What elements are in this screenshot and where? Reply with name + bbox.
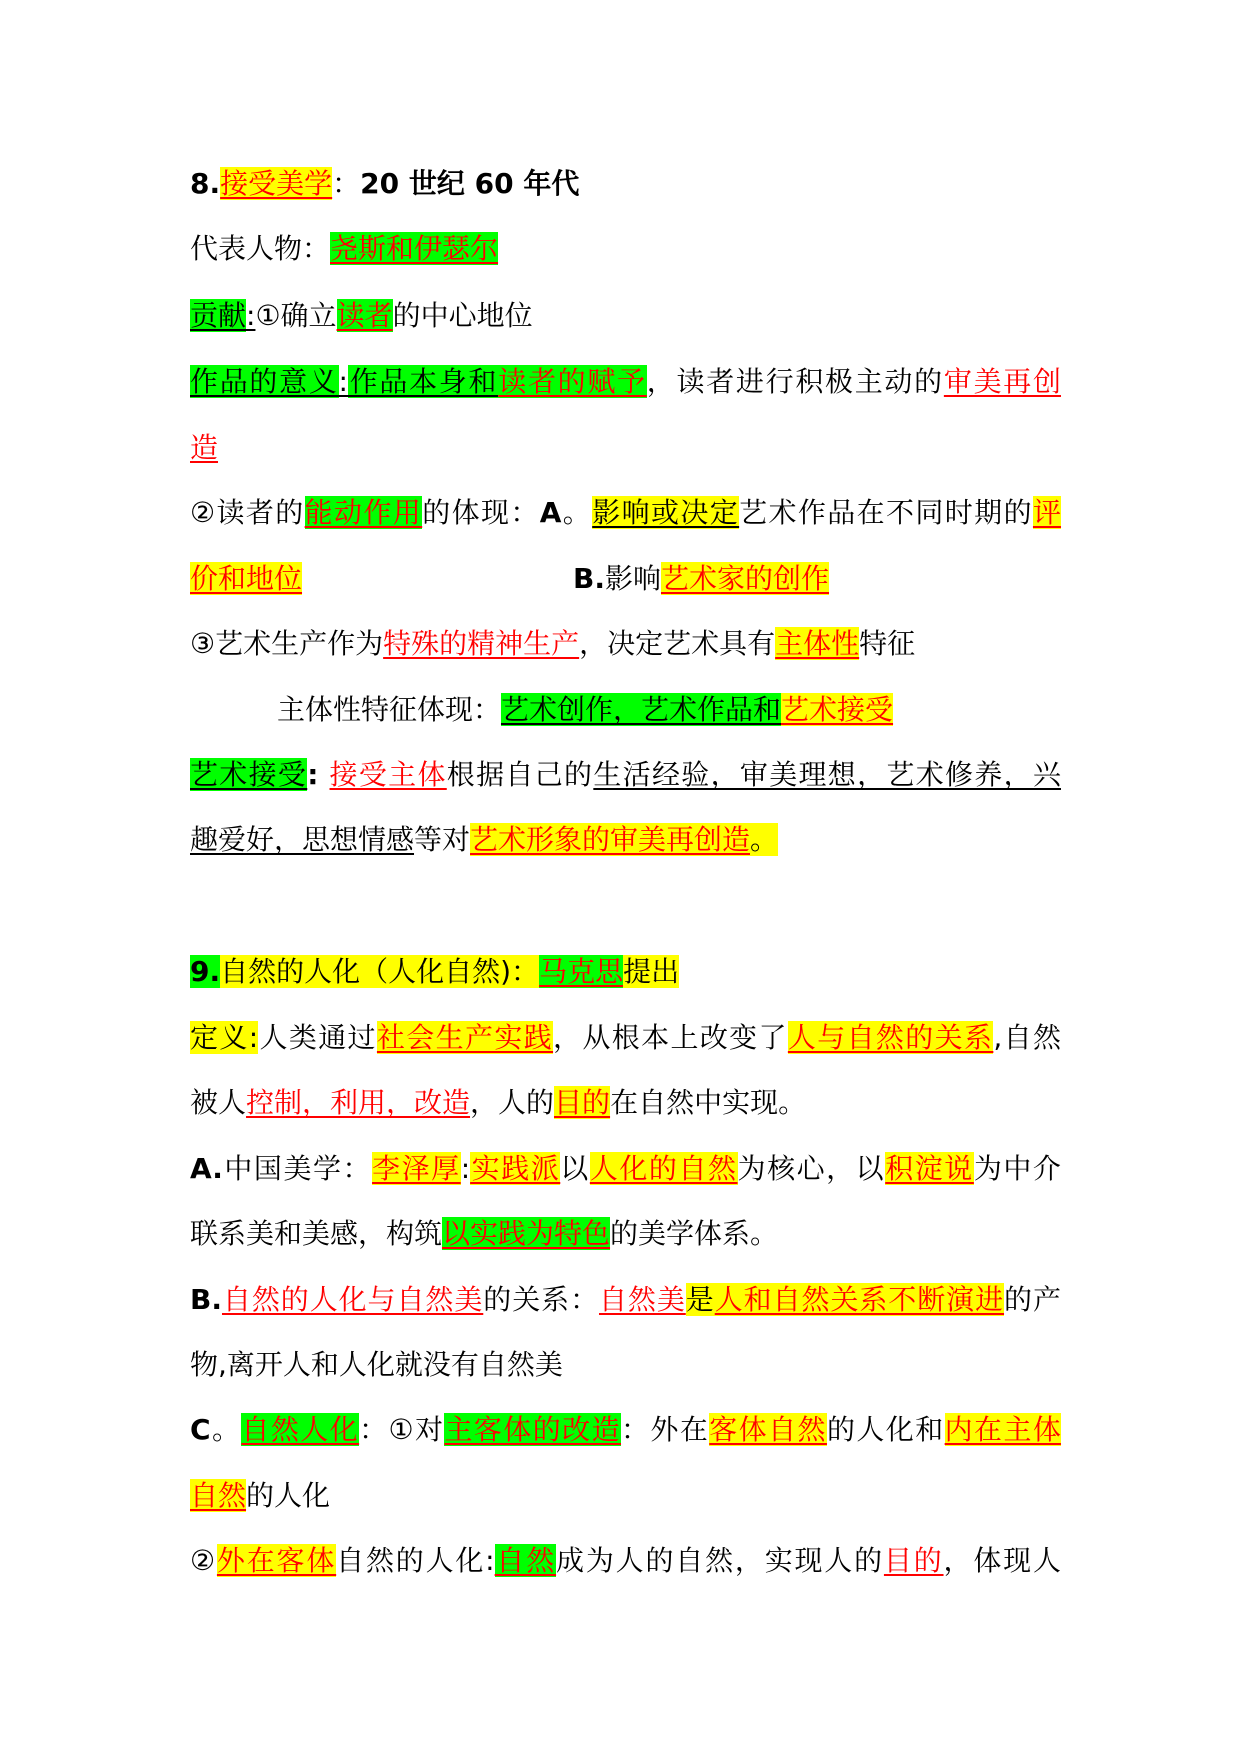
- text-run: 特征: [859, 627, 916, 660]
- text-run: 物,离开人和人化就没有自然美: [190, 1348, 563, 1381]
- term-subject-object-transform: 主客体的改造: [444, 1413, 621, 1446]
- label-contribution: 贡献: [190, 299, 247, 332]
- term-subjectivity: 主体性: [775, 627, 860, 660]
- text-run: 艺术作品在不同时期的: [739, 496, 1033, 529]
- s8-active-role-cont: [190, 559, 1061, 599]
- text-run: 的体现：: [422, 496, 540, 529]
- text-run: ,自然: [993, 1021, 1061, 1054]
- text-run: 人类通过: [258, 1021, 377, 1054]
- text-run: 被人: [190, 1086, 247, 1119]
- text-run: 。: [210, 1413, 242, 1446]
- text-run: 以: [560, 1152, 590, 1185]
- section-number: 8.: [190, 167, 221, 200]
- s9-item-a: [190, 1149, 1061, 1189]
- text-run: ，从根本上改变了: [553, 1021, 788, 1054]
- term-evolving-relation: 人和自然关系不断演进: [714, 1283, 1005, 1316]
- text-run: ②读者的: [190, 496, 305, 529]
- heading-suffix: 提出: [623, 955, 680, 988]
- s8-contribution: [190, 296, 533, 336]
- text-run: 的美学体系。: [610, 1217, 779, 1250]
- term-practice-feature: 以实践为特色: [442, 1217, 611, 1250]
- text-run: 主体性特征体现：: [277, 693, 502, 726]
- s8-work-meaning-cont: [190, 428, 218, 468]
- term-humanized-nature: 人化的自然: [589, 1152, 738, 1185]
- item-a-marker: A.: [190, 1152, 223, 1185]
- s9-item-b: [190, 1280, 1061, 1320]
- text-run: ，人的: [470, 1086, 555, 1119]
- s8-art-reception-def: [190, 755, 1061, 795]
- term-reader-endowment: 读者的赋予: [498, 365, 647, 398]
- text-run: ①确立: [255, 299, 337, 332]
- s9-definition-cont: [190, 1083, 806, 1123]
- term-jauss-iser: 尧斯和伊瑟尔: [330, 232, 499, 265]
- text-run: 根据自己的: [446, 758, 594, 791]
- period-mark: 。: [750, 823, 779, 856]
- term-purpose: 目的: [883, 1544, 944, 1577]
- text-run: 的产: [1004, 1283, 1061, 1316]
- term-image-recreation: 艺术形象的审美再创造: [470, 823, 751, 856]
- text-run: 的人化: [246, 1479, 331, 1512]
- item-c-marker: C: [190, 1413, 211, 1446]
- term-inner-subject-end: 自然: [190, 1479, 247, 1512]
- s9-item-c2: [190, 1541, 1061, 1581]
- term-practice-school: 实践派: [470, 1152, 561, 1185]
- term-social-practice: 社会生产实践: [376, 1021, 554, 1054]
- text-run: 在自然中实现。: [610, 1086, 807, 1119]
- text-run: 影响: [604, 562, 661, 595]
- list-marker: ②: [190, 1544, 217, 1577]
- label-definition: 定义:: [190, 1021, 259, 1054]
- text-run: 联系美和美感，构筑: [190, 1217, 443, 1250]
- text-run: 自然的人化:: [336, 1544, 495, 1577]
- term-li-zehou: 李泽厚: [372, 1152, 461, 1185]
- term-sedimentation: 积淀说: [885, 1152, 974, 1185]
- term-evaluation-start: 评: [1032, 496, 1061, 529]
- term-reader: 读者: [336, 299, 393, 332]
- section-number: 9.: [190, 955, 221, 988]
- text-run: 的中心地位: [392, 299, 533, 332]
- underlined-phrase: 趣爱好，思想情感: [190, 823, 415, 856]
- term-external-object: 外在客体: [216, 1544, 337, 1577]
- term-active-role: 能动作用: [304, 496, 423, 529]
- s9-heading: [190, 952, 679, 992]
- label-art-reception: 艺术接受: [190, 758, 308, 791]
- term-nature-humanization: 自然人化: [241, 1413, 360, 1446]
- text-run: 为中介: [973, 1152, 1061, 1185]
- term-spiritual-production: 特殊的精神生产: [383, 627, 580, 660]
- highlighted-phrase: 艺术创作，艺术作品和: [501, 693, 782, 726]
- term-aesthetic-recreation: 审美再创: [943, 365, 1061, 398]
- text-run: 成为人的自然，实现人的: [556, 1544, 884, 1577]
- term-aesthetic-recreation-end: 造: [190, 431, 219, 464]
- term-nature: 自然: [494, 1544, 557, 1577]
- s8-active-role: [190, 493, 1061, 533]
- colon: :: [338, 365, 348, 398]
- s9-item-c: [190, 1410, 1061, 1450]
- term-human-nature-relation: 人与自然的关系: [787, 1021, 994, 1054]
- term-object-nature: 客体自然: [709, 1413, 827, 1446]
- term-art-reception: 艺术接受: [781, 693, 894, 726]
- term-natural-beauty: 自然美: [599, 1283, 686, 1316]
- text-run: 为核心，以: [737, 1152, 886, 1185]
- s9-item-c-cont: [190, 1476, 330, 1516]
- period-text: 20 世纪 60 年代: [360, 167, 580, 200]
- colon: :: [307, 758, 330, 791]
- text-run: ③艺术生产作为: [190, 627, 384, 660]
- term-reception-subject: 接受主体: [329, 758, 447, 791]
- heading-title: 自然的人化（人化自然)：: [220, 955, 540, 988]
- label-representatives: 代表人物：: [190, 232, 331, 265]
- s9-item-a-cont: [190, 1214, 778, 1254]
- highlighted-phrase: 作品本身和: [347, 365, 499, 398]
- text-run: 等对: [414, 823, 471, 856]
- s8-art-reception-def-cont: [190, 820, 778, 860]
- text-run: 的人化和: [826, 1413, 945, 1446]
- item-b-marker: B.: [573, 562, 605, 595]
- s8-representatives: [190, 229, 498, 269]
- s8-heading: [190, 164, 579, 204]
- text-run: ，读者进行积极主动的: [646, 365, 944, 398]
- text-run: 是: [685, 1283, 715, 1316]
- highlighted-phrase: 影响或决定: [592, 496, 740, 529]
- item-b-marker: B.: [190, 1283, 222, 1316]
- term-marx: 马克思: [539, 955, 624, 988]
- colon: ：: [332, 167, 361, 200]
- s9-definition: [190, 1018, 1061, 1058]
- label-work-meaning: 作品的意义: [190, 365, 339, 398]
- term-humanization-natural-beauty: 自然的人化与自然美: [221, 1283, 484, 1316]
- s8-work-meaning: [190, 362, 1061, 402]
- term-purpose: 目的: [554, 1086, 611, 1119]
- text-run: ，体现人: [943, 1544, 1061, 1577]
- s8-subjectivity-manifest: [277, 690, 893, 730]
- s9-item-b-cont: [190, 1345, 563, 1385]
- colon: :: [460, 1152, 471, 1185]
- text-run: 。: [561, 496, 593, 529]
- term-evaluation-end: 价和地位: [190, 562, 303, 595]
- text-run: ，决定艺术具有: [579, 627, 776, 660]
- term-reception-aesthetics: 接受美学: [220, 167, 333, 200]
- item-a-marker: A: [539, 496, 562, 529]
- text-run: 的关系：: [483, 1283, 599, 1316]
- term-control-use-transform: 控制，利用，改造: [246, 1086, 471, 1119]
- item-b-group: [573, 559, 829, 599]
- term-inner-subject: 内在主体: [944, 1413, 1061, 1446]
- underlined-phrase: 生活经验，审美理想，艺术修养，兴: [593, 758, 1061, 791]
- text-run: ：①对: [359, 1413, 445, 1446]
- text-run: ：外在: [621, 1413, 710, 1446]
- colon: :: [246, 299, 256, 332]
- s8-art-production: [190, 624, 915, 664]
- text-run: 中国美学：: [222, 1152, 373, 1185]
- term-artist-creation: 艺术家的创作: [661, 562, 830, 595]
